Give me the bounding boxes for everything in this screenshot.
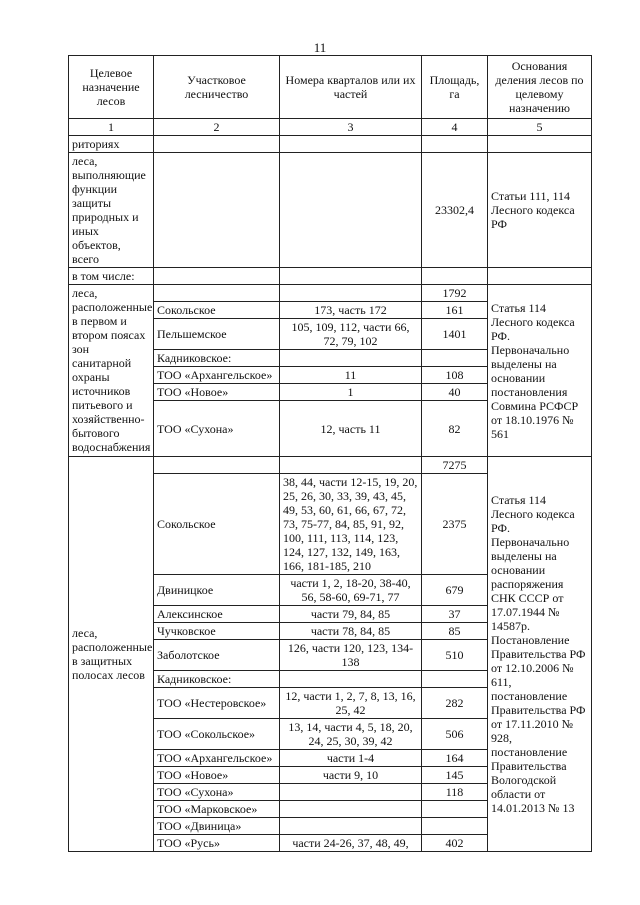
district-cell: ТОО «Новое» <box>154 767 280 784</box>
purpose-cell: леса, расположенные в защитных полосах лесов <box>69 457 154 852</box>
district-cell: Сокольское <box>154 474 280 575</box>
area-cell: 145 <box>422 767 488 784</box>
district-cell: Алексинское <box>154 606 280 623</box>
basis-cell: Статьи 111, 114 Лесного кодекса РФ <box>488 153 592 268</box>
area-cell: 37 <box>422 606 488 623</box>
area-cell: 402 <box>422 835 488 852</box>
district-cell: Пельшемское <box>154 319 280 350</box>
area-cell: 506 <box>422 719 488 750</box>
table-row <box>69 268 592 285</box>
quarters-cell: части 1-4 <box>280 750 422 767</box>
quarters-cell: 105, 109, 112, части 66, 72, 79, 102 <box>280 319 422 350</box>
district-cell: Заболотское <box>154 640 280 671</box>
col-number: 4 <box>422 119 488 136</box>
basis-cell: Статья 114 Лесного кодекса РФ. Первоначально выделены на основании постановления Совмина РСФСР от 18.10.1976 № 561 <box>488 285 592 457</box>
district-cell: ТОО «Нестеровское» <box>154 688 280 719</box>
quarters-cell: части 1, 2, 18-20, 38-40, 56, 58-60, 69-71, 77 <box>280 575 422 606</box>
purpose-cell: в том числе: <box>69 268 154 285</box>
district-cell: ТОО «Сухона» <box>154 401 280 457</box>
header-row <box>69 56 592 119</box>
quarters-cell: 126, части 120, 123, 134-138 <box>280 640 422 671</box>
area-cell: 118 <box>422 784 488 801</box>
district-cell: ТОО «Архангельское» <box>154 750 280 767</box>
area-cell: 164 <box>422 750 488 767</box>
district-cell: Кадниковское: <box>154 671 280 688</box>
area-cell: 7275 <box>422 457 488 474</box>
quarters-cell: части 79, 84, 85 <box>280 606 422 623</box>
purpose-cell: леса, выполняющие функции защиты природных и иных объектов, всего <box>69 153 154 268</box>
area-cell: 282 <box>422 688 488 719</box>
area-cell: 108 <box>422 367 488 384</box>
quarters-cell: 12, части 1, 2, 7, 8, 13, 16, 25, 42 <box>280 688 422 719</box>
area-cell: 679 <box>422 575 488 606</box>
area-cell: 40 <box>422 384 488 401</box>
quarters-cell: части 24-26, 37, 48, 49, <box>280 835 422 852</box>
col-number: 2 <box>154 119 280 136</box>
col-number: 5 <box>488 119 592 136</box>
district-cell: ТОО «Двиница» <box>154 818 280 835</box>
district-cell: ТОО «Русь» <box>154 835 280 852</box>
district-cell: ТОО «Сокольское» <box>154 719 280 750</box>
quarters-cell: 12, часть 11 <box>280 401 422 457</box>
area-cell: 2375 <box>422 474 488 575</box>
forest-purpose-table <box>68 55 592 852</box>
quarters-cell: части 78, 84, 85 <box>280 623 422 640</box>
header-district: Участковое лесничество <box>154 56 280 119</box>
table-row <box>69 285 592 302</box>
district-cell: Чучковское <box>154 623 280 640</box>
area-cell: 85 <box>422 623 488 640</box>
header-area: Площадь, га <box>422 56 488 119</box>
column-number-row <box>69 119 592 136</box>
area-cell: 510 <box>422 640 488 671</box>
district-cell: ТОО «Сухона» <box>154 784 280 801</box>
area-cell: 161 <box>422 302 488 319</box>
quarters-cell: 13, 14, части 4, 5, 18, 20, 24, 25, 30, 39, 42 <box>280 719 422 750</box>
col-number: 1 <box>69 119 154 136</box>
page-number: 11 <box>313 40 327 55</box>
purpose-cell: леса, расположенные в первом и втором поясах зон санитарной охраны источников питьевого и хозяйственно-бытового водоснабжения <box>69 285 154 457</box>
header-purpose: Целевое назначение лесов <box>69 56 154 119</box>
quarters-cell: 173, часть 172 <box>280 302 422 319</box>
district-cell: ТОО «Марковское» <box>154 801 280 818</box>
header-basis: Основания деления лесов по целевому назначению <box>488 56 592 119</box>
basis-cell: Статья 114 Лесного кодекса РФ. Первоначально выделены на основании распоряжения СНК СССР от 17.07.1944 № 14587р. Постановление Правительства РФ от 12.10.2006 № 611, постановление Правительства РФ от 17.11.2010 № 928, постановление Правительства Вологодской области от 14.01.2013 № 13 <box>488 457 592 852</box>
table-row <box>69 136 592 153</box>
district-cell: Двиницкое <box>154 575 280 606</box>
quarters-cell: 11 <box>280 367 422 384</box>
col-number: 3 <box>280 119 422 136</box>
quarters-cell: части 9, 10 <box>280 767 422 784</box>
table-row <box>69 457 592 474</box>
table-row <box>69 153 592 268</box>
area-cell: 1401 <box>422 319 488 350</box>
quarters-cell: 38, 44, части 12-15, 19, 20, 25, 26, 30, 33, 39, 43, 45, 49, 53, 60, 61, 66, 67, 72, 73, 75-77, 84, 85, 91, 92, 100, 111, 113, 114, 123, 124, 127, 132, 149, 163, 166, 181-185, 210 <box>280 474 422 575</box>
quarters-cell: 1 <box>280 384 422 401</box>
area-cell: 1792 <box>422 285 488 302</box>
area-cell: 82 <box>422 401 488 457</box>
purpose-cell: риториях <box>69 136 154 153</box>
header-quarters: Номера кварталов или их частей <box>280 56 422 119</box>
district-cell: Кадниковское: <box>154 350 280 367</box>
district-cell: Сокольское <box>154 302 280 319</box>
district-cell: ТОО «Новое» <box>154 384 280 401</box>
district-cell: ТОО «Архангельское» <box>154 367 280 384</box>
area-cell: 23302,4 <box>422 153 488 268</box>
